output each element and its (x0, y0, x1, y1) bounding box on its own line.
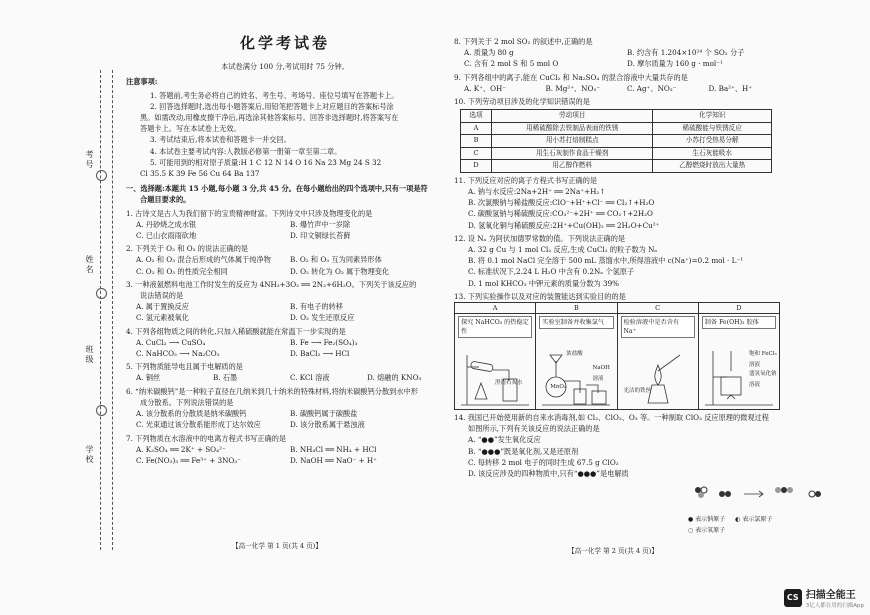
question-stem: 4. 下列各组物质之间的转化,只加入稀硫酸就能在常温下一步实现的是 (126, 326, 346, 336)
table-cell: 用生石灰制作食品干燥剂 (492, 147, 653, 160)
option: C. Fe(NO₃)₃ ══ Fe³⁺ + 3NO₃⁻ (136, 455, 241, 465)
option: D. O₂ 转化为 O₃ 属于物理变化 (290, 266, 390, 276)
table-header-cell: 选项 (461, 110, 492, 123)
table-cell: D (461, 160, 492, 173)
question-options (126, 372, 444, 383)
heating-apparatus-icon (457, 341, 533, 407)
binding-hole (96, 288, 107, 299)
table-cell: 生石灰能吸水 (653, 147, 772, 160)
table-cell: 稀硫酸能与铁锈反应 (653, 122, 772, 135)
option: D. 该反应涉及的四种物质中,只有“●●●”是电解质 (468, 468, 629, 478)
option: C. 每转移 2 mol 电子的同时生成 67.5 g ClO₂ (468, 457, 619, 467)
option: B. 约含有 1.204×10²⁴ 个 SO₂ 分子 (627, 48, 745, 58)
notice-line: 5. 可能用到的相对原子质量:H 1 C 12 N 14 O 16 Na 23 Mg 24 S 32 (150, 157, 382, 167)
option: D. Ba²⁺、H⁺ (708, 83, 753, 93)
table-row (461, 122, 772, 135)
apparatus-letter: B (536, 303, 616, 314)
camscanner-watermark (784, 586, 864, 609)
apparatus-text: 实验室制备并收集氯气 (539, 316, 613, 329)
option: D. 1 mol KHCO₃ 中钾元素的质量分数为 39% (468, 278, 619, 288)
notice-line: 黑。如需改动,用橡皮擦干净后,再选涂其他答案标号。回答非选择题时,将答案写在 (140, 113, 399, 123)
q14-molecule-diagram (688, 482, 858, 534)
question-stem: 5. 下列物质能导电且属于电解质的是 (126, 362, 243, 372)
option: A. 该分散系的分散质是纳米碳酸钙 (136, 409, 247, 419)
left-column (126, 28, 444, 466)
option: B. 有电子的转移 (290, 302, 343, 312)
question-stem: 8. 下列关于 2 mol SO₂ 的叙述中,正确的是 (454, 37, 593, 46)
option: C. KCl 溶液 (290, 373, 330, 383)
notice-line: 4. 本试卷主要考试内容:人教版必修第一册第一章至第二章。 (150, 146, 342, 156)
page-footer-right: 【高一化学 第 2 页(共 4 页)】 (568, 547, 658, 555)
question-stem-cont: 如图所示,下列有关该反应的说法正确的是 (468, 424, 600, 434)
table-row (461, 147, 772, 160)
legend-item: ○ 表示氧原子 (688, 527, 726, 534)
notice-heading: 注意事项: (126, 77, 158, 87)
option: C. 光束通过该分散系能形成丁达尔效应 (136, 420, 261, 430)
question-stem: 14. 我国已开始使用新的自来水消毒剂,如 Cl₂、ClO₂、O₃ 等。一种制取 ClO₂ 反应原理的微观过程 (454, 412, 769, 422)
label-school: 学校 (85, 445, 94, 465)
section-heading-cont: 合题目要求的。 (140, 195, 191, 205)
table-cell: 乙醇燃烧时放出大量热 (653, 160, 772, 173)
option: D. 熔融的 KNO₃ (367, 373, 422, 383)
binding-margin (0, 0, 118, 560)
option: D. O₂ 发生还原反应 (290, 313, 355, 323)
option: C. 碳酸氢钠与稀硫酸反应:CO₃²⁻+2H⁺ ══ CO₂↑+2H₂O (468, 209, 653, 219)
apparatus-cell-a (455, 303, 535, 409)
question-options (126, 444, 444, 466)
option: B. NH₄Cl ══ NH₄ + HCl (290, 444, 377, 454)
notice-line: Cl 35.5 K 39 Fe 56 Cu 64 Ba 137 (140, 169, 260, 179)
question-options (454, 47, 790, 69)
option: A. 钠与水反应:2Na+2H⁺ ══ 2Na⁺+H₂↑ (468, 186, 606, 196)
option: A. 32 g Cu 与 1 mol Cl₂ 反应,生成 CuCl₂ 的粒子数为 Nₐ (468, 244, 658, 254)
legend-item: ◐ 表示氯原子 (735, 516, 773, 523)
question-stem: 3. 一种液氨燃料电池工作时发生的反应为 4NH₃+3O₂ ══ 2N₂+6H₂O。下列关于该反应的 (126, 279, 417, 289)
option: C. Ag⁺、NO₃⁻ (627, 83, 677, 93)
apparatus-label: 盛氢氧化钠溶液 (749, 370, 777, 389)
question-stem: 1. 古诗文是古人为我们留下的宝贵精神财富。下列诗文中只涉及物理变化的是 (126, 208, 373, 218)
section-heading: 一、选择题:本题共 15 小题,每小题 3 分,共 45 分。在每小题给出的四个选项中,只有一项是符 (126, 184, 428, 194)
q10-table (460, 109, 772, 173)
option: A. 丹砂烧之成水银 (136, 219, 197, 229)
table-header-cell: 化学知识 (653, 110, 772, 123)
question-options (126, 219, 444, 241)
notice-line: 2. 回答选择题时,选出每小题答案后,用铅笔把答题卡上对应题目的答案标号涂 (150, 101, 394, 111)
legend-item: ● 表示钠原子 (688, 516, 726, 523)
molecule-legend (688, 514, 858, 523)
table-cell: 小苏打受热易分解 (653, 135, 772, 148)
dashed-line (100, 70, 101, 550)
apparatus-label: 光洁的铁丝 (623, 387, 652, 394)
question-options (126, 301, 444, 323)
dashed-line (112, 70, 113, 550)
apparatus-label: 澄清石灰水 (495, 379, 523, 386)
option: A. 属于置换反应 (136, 302, 189, 312)
question-options (454, 83, 790, 94)
option: D. 印文铜绿长苔藓 (290, 231, 351, 241)
intro-line: 本试卷满分 100 分,考试用时 75 分钟。 (221, 62, 349, 72)
option: C. 已山衣雨雨砍地 (136, 231, 197, 241)
legend-label: 表示氧原子 (695, 527, 726, 534)
option: D. 摩尔质量为 160 g · mol⁻¹ (627, 59, 723, 69)
option: A. “●●”发生氧化反应 (468, 435, 541, 445)
option: A. 铜丝 (136, 373, 161, 383)
option: D. 该分散系属于悬浊液 (290, 420, 365, 430)
table-row (461, 160, 772, 173)
option: D. 氢氧化铜与稀硫酸反应:2H⁺+Cu(OH)₂ ══ 2H₂O+Cu²⁺ (468, 220, 660, 230)
apparatus-cell-c (617, 303, 698, 409)
page-title: 化学考试卷 (239, 34, 330, 52)
option: D. NaOH ══ NaO⁻ + H⁺ (290, 455, 377, 465)
option: B. 爆竹声中一岁除 (290, 219, 351, 229)
option: D. BaCl₂ ⟶ HCl (290, 349, 350, 359)
option: A. K⁺、OH⁻ (464, 83, 507, 93)
option: A. K₂SO₄ ══ 2K⁺ + SO₄²⁻ (136, 444, 226, 454)
label-exam-number: 考号 (85, 150, 94, 170)
camscanner-logo-icon: CS (784, 589, 802, 607)
option: B. “●●●”既是氧化剂,又是还原剂 (468, 446, 579, 456)
table-cell: C (461, 147, 492, 160)
option: B. 石墨 (213, 373, 238, 383)
apparatus-text: 检验溶液中是否含有 Na⁺ (621, 316, 695, 338)
option: B. O₂ 和 O₃ 互为同素异形体 (290, 255, 382, 265)
table-header-row (461, 110, 772, 123)
option: B. 次氯酸钠与稀盐酸反应:ClO⁻+H⁺+Cl⁻ ══ Cl₂↑+H₂O (468, 198, 655, 208)
question-stem: 6. “纳米碳酸钙”是一种粒子直径在几纳米到几十纳米的特殊材料,将纳米碳酸钙分散到水中形 (126, 386, 418, 396)
right-column (454, 36, 790, 479)
label-name: 姓名 (85, 255, 94, 275)
option: C. O₂ 和 O₃ 的性质完全相同 (136, 266, 228, 276)
question-stem: 13. 下列实验操作以及对应的装置能达到实验目的的是 (454, 291, 626, 301)
question-stem-cont: 说法错误的是 (140, 291, 184, 301)
table-cell: 用稀硫酸除去铁制品表面的铁锈 (492, 122, 653, 135)
apparatus-label: NaOH 溶液 (592, 364, 610, 382)
table-cell: A (461, 122, 492, 135)
table-cell: B (461, 135, 492, 148)
binding-hole (96, 405, 107, 416)
apparatus-letter: A (455, 303, 535, 314)
binding-hole (96, 170, 107, 181)
camscanner-text (806, 586, 864, 609)
question-stem: 7. 下列物质在水溶液中的电离方程式书写正确的是 (126, 433, 287, 443)
table-header-cell: 劳动项目 (492, 110, 653, 123)
option: A. 质量为 80 g (464, 48, 514, 58)
legend-label: 表示钠原子 (695, 516, 726, 523)
question-stem: 12. 设 Nₐ 为阿伏加德罗常数的值。下列说法正确的是 (454, 233, 626, 243)
option: C. 含有 2 mol S 和 5 mol O (464, 59, 559, 69)
apparatus-label: 浓盐酸 (566, 350, 583, 357)
label-class: 班级 (85, 345, 94, 365)
legend-label: 表示氯原子 (742, 516, 773, 523)
table-cell: 用乙醇作燃料 (492, 160, 653, 173)
question-options (126, 408, 444, 430)
option: C. 标准状况下,2.24 L H₂O 中含有 0.2Nₐ 个氢原子 (468, 267, 635, 277)
apparatus-label: MnO₂ (550, 383, 567, 390)
question-stem: 9. 下列各组中的离子,能在 CuCl₂ 和 Na₂SO₄ 的混合溶液中大量共存的是 (454, 72, 688, 82)
apparatus-cell-d (698, 303, 779, 409)
question-stem: 11. 下列反应对应的离子方程式书写正确的是 (454, 175, 598, 185)
option: C. 氢元素被氧化 (136, 313, 189, 323)
question-stem: 2. 下列关于 O₂ 和 O₃ 的说法正确的是 (126, 244, 249, 254)
camscanner-tagline: 3亿人都在用的扫描App (805, 603, 864, 609)
flame-test-icon (620, 341, 696, 407)
notice-line: 3. 考试结束后,将本试卷和答题卡一并交回。 (150, 135, 291, 145)
option: A. O₂ 和 O₃ 混合后形成的气体属于纯净物 (136, 255, 271, 265)
question-stem: 10. 下列劳动项目涉及的化学知识错误的是 (454, 97, 590, 107)
apparatus-text: 探究 NaHCO₃ 的热稳定性 (458, 316, 532, 338)
apparatus-letter: D (699, 303, 779, 314)
question-options (126, 254, 444, 276)
apparatus-label: 饱和 FeCl₃ 溶液 (749, 350, 777, 369)
question-options (126, 337, 444, 359)
apparatus-cell-b (535, 303, 616, 409)
option: C. NaHCO₃ ⟶ Na₂CO₃ (136, 349, 220, 359)
option: B. 将 0.1 mol NaCl 完全溶于 500 mL 蒸馏水中,所得溶液中 c(Na⁺)=0.2 mol · L⁻¹ (468, 256, 744, 266)
option: B. Mg²⁺、NO₃⁻ (545, 83, 601, 93)
page-footer-left: 【高一化学 第 1 页(共 4 页)】 (232, 542, 322, 550)
q13-apparatus-table (454, 302, 780, 410)
option: A. CuCl₂ ⟶ CuSO₄ (136, 337, 206, 347)
reaction-diagram-icon (688, 482, 848, 508)
apparatus-letter: C (618, 303, 698, 314)
notice-line: 答题卡上。写在本试卷上无效。 (140, 124, 241, 134)
option: B. Fe ⟶ Fe₂(SO₄)₃ (290, 337, 358, 347)
camscanner-brand: 扫描全能王 (805, 590, 856, 601)
apparatus-text: 制备 Fe(OH)₃ 胶体 (702, 316, 776, 329)
table-cell: 用小苏打焙制糕点 (492, 135, 653, 148)
table-row (461, 135, 772, 148)
option: B. 碳酸钙属于碳酸盐 (290, 409, 358, 419)
notice-line: 1. 答题前,考生务必将自己的姓名、考生号、考场号、座位号填写在答题卡上。 (150, 90, 399, 100)
question-stem-cont: 成分散系。下列说法错误的是 (140, 397, 234, 407)
